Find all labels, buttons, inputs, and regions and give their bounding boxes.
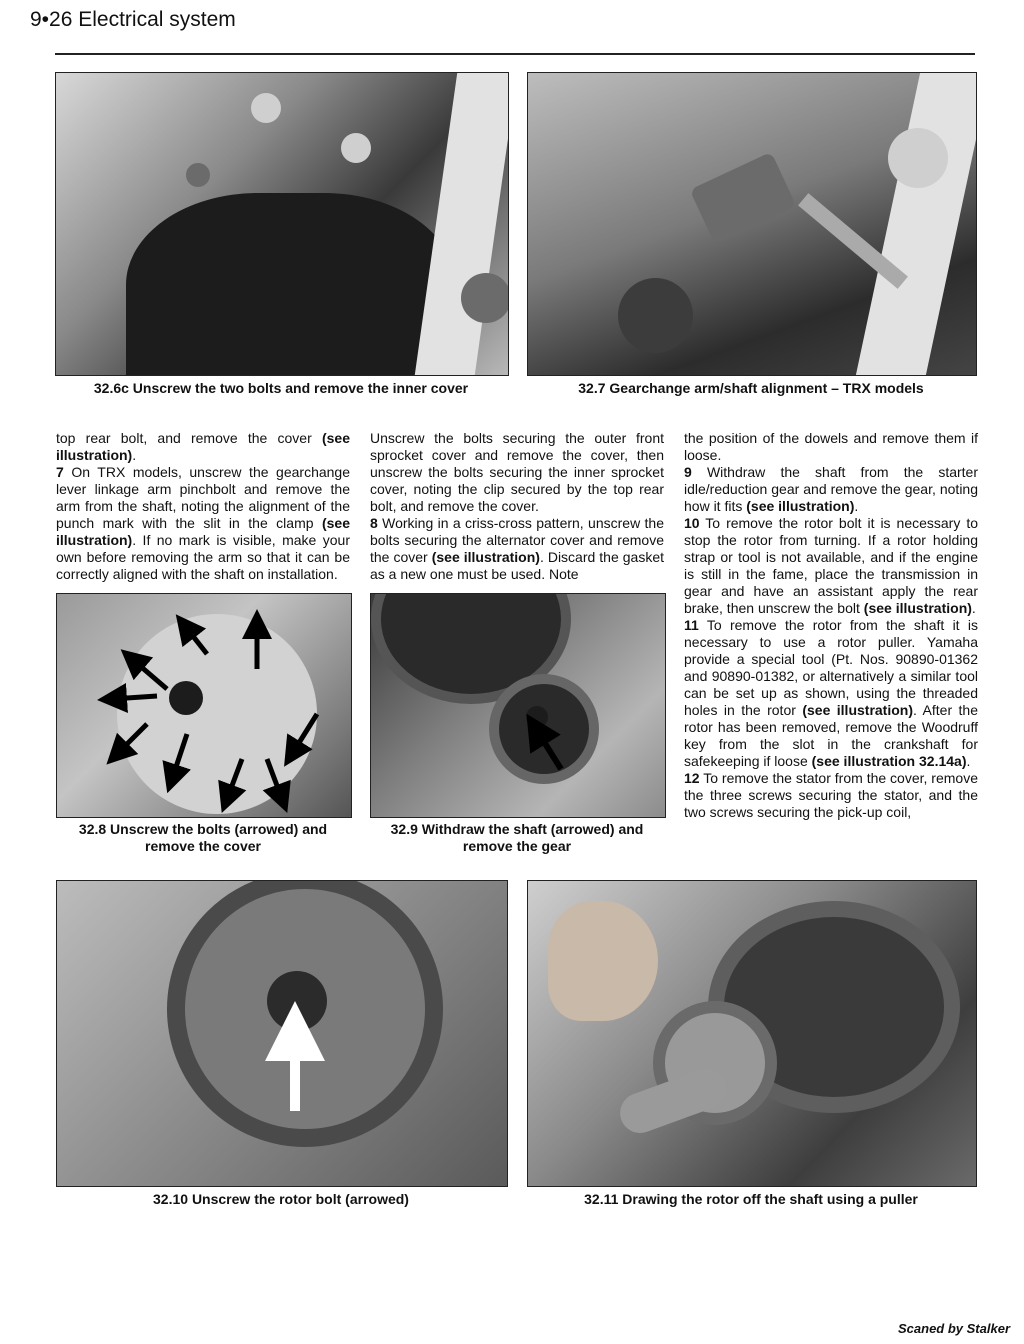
text-column-3 <box>684 430 978 821</box>
photo-32-6c <box>55 72 509 376</box>
photo-32-8 <box>56 593 352 818</box>
section-title: Electrical system <box>78 8 236 31</box>
page-header <box>30 8 236 32</box>
arrow-3 <box>132 659 167 689</box>
arrow-9 <box>292 714 317 754</box>
caption-32-8: 32.8 Unscrew the bolts (arrowed) and remove the cover <box>78 821 328 854</box>
photo-32-9 <box>370 593 666 818</box>
text-column-1 <box>56 430 350 583</box>
caption-32-7: 32.7 Gearchange arm/shaft alignment – TRX models <box>578 380 924 396</box>
arrow-4 <box>112 696 157 699</box>
paragraph-continued: top rear bolt, and remove the cover (see illustration). <box>56 430 350 463</box>
paragraph-11: 11 To remove the rotor from the shaft it is necessary to use a rotor puller. Yamaha provide a special tool (Pt. Nos. 90890-01362 and 90890-01382, or alternatively a similar tool can be set up as shown, using the threaded holes in the rotor (see illustration). After the rotor has been removed, remove the Woodruff key from the slot in the crankshaft for safekeeping if loose (see illustration 32.14a). <box>684 617 978 769</box>
photo-32-7 <box>527 72 977 376</box>
arrow-overlay <box>57 881 507 1186</box>
text-column-2 <box>370 430 664 583</box>
scan-credit: Scaned by Stalker <box>898 1321 1010 1336</box>
arrow-overlay <box>371 594 665 817</box>
caption-32-10: 32.10 Unscrew the rotor bolt (arrowed) <box>153 1191 409 1207</box>
arrows-overlay <box>57 594 351 817</box>
photo-32-11 <box>527 880 977 1187</box>
paragraph-8: 8 Working in a criss-cross pattern, unscrew the bolts securing the alternator cover and remove the cover (see illustration). Discard the gasket as a new one must be used. Note <box>370 515 664 582</box>
arrow-1 <box>185 626 207 654</box>
arrow-8 <box>267 759 282 799</box>
header-rule <box>55 53 975 55</box>
caption-32-11: 32.11 Drawing the rotor off the shaft using a puller <box>584 1191 918 1207</box>
caption-32-9: 32.9 Withdraw the shaft (arrowed) and remove the gear <box>390 821 644 854</box>
paragraph-7: 7 On TRX models, unscrew the gearchange lever linkage arm pinchbolt and remove the arm from the shaft, noting the alignment of the punch mark with the slit in the clamp (see illustration). If no mark is visible, make your own before removing the arm so that it can be correctly aligned with the shaft on installation. <box>56 464 350 582</box>
arrow-6 <box>172 734 187 779</box>
paragraph-10: 10 To remove the rotor bolt it is necessary to stop the rotor from turning. If a rotor holding strap or tool is not available, and if the engine is still in the fame, place the transmission in gear and have an assistant apply the rear brake, then unscrew the bolt (see illustration). <box>684 515 978 616</box>
arrow-shaft <box>536 729 561 769</box>
caption-32-6c: 32.6c Unscrew the two bolts and remove the inner cover <box>93 380 469 396</box>
arrow-7 <box>227 759 242 799</box>
page-number: 9•26 <box>30 8 73 31</box>
photo-32-10 <box>56 880 508 1187</box>
paragraph-continued-3: the position of the dowels and remove them if loose. <box>684 430 978 463</box>
paragraph-9: 9 Withdraw the shaft from the starter idle/reduction gear and remove the gear, noting how it fits (see illustration). <box>684 464 978 514</box>
paragraph-continued-2: Unscrew the bolts securing the outer front sprocket cover and remove the cover, then unscrew the bolts securing the inner sprocket cover, noting the clip secured by the top rear bolt, and remove the cover. <box>370 430 664 514</box>
arrow-5 <box>117 724 147 754</box>
paragraph-12: 12 To remove the stator from the cover, remove the three screws securing the stator, and the two screws securing the pick-up coil, <box>684 770 978 820</box>
